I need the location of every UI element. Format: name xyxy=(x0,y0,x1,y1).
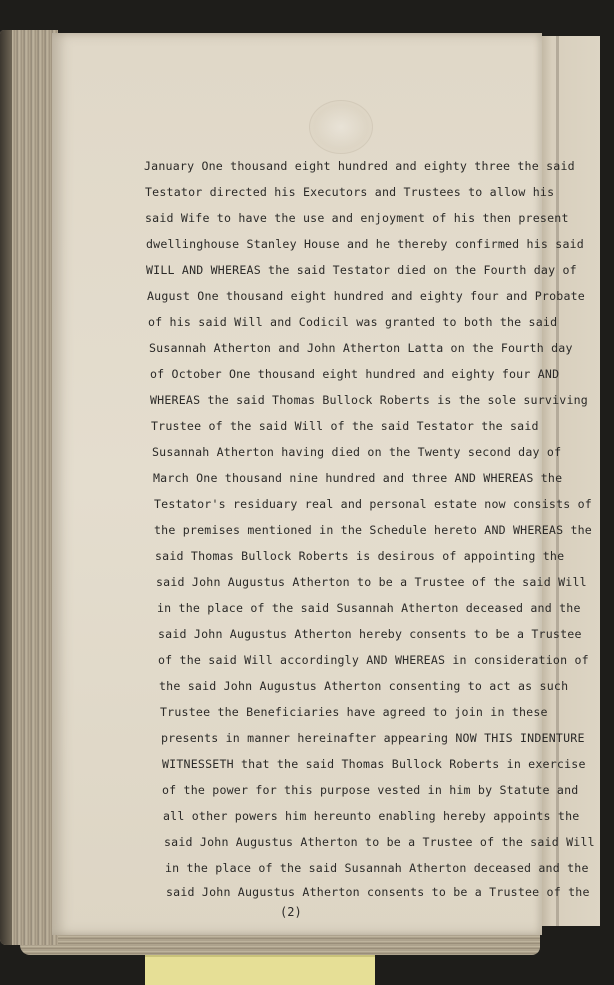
text-line: Testator directed his Executors and Trustees to allow his xyxy=(145,185,555,199)
text-line: WHEREAS the said Thomas Bullock Roberts is the sole surviving xyxy=(150,393,588,407)
text-line: of October One thousand eight hundred and eighty four AND xyxy=(150,367,560,381)
text-line: August One thousand eight hundred and eighty four and Probate xyxy=(147,289,585,303)
text-line: said John Augustus Atherton to be a Trustee of the said Will xyxy=(164,835,595,849)
document-page xyxy=(52,33,595,935)
text-line: said Thomas Bullock Roberts is desirous of appointing the xyxy=(155,549,565,563)
page-number: (2) xyxy=(280,905,302,919)
text-line: all other powers him hereunto enabling hereby appoints the xyxy=(163,809,580,823)
text-line: said John Augustus Atherton hereby consents to be a Trustee xyxy=(158,627,582,641)
text-line: said John Augustus Atherton consents to be a Trustee of the xyxy=(166,885,590,899)
text-line: of his said Will and Codicil was granted to both the said xyxy=(148,315,558,329)
book-spine-shadow xyxy=(0,30,12,945)
text-line: in the place of the said Susannah Atherton deceased and the xyxy=(157,601,581,615)
text-line: Susannah Atherton having died on the Twenty second day of xyxy=(152,445,562,459)
text-line: January One thousand eight hundred and eighty three the said xyxy=(144,159,575,173)
text-line: said John Augustus Atherton to be a Trustee of the said Will xyxy=(156,575,587,589)
text-line: of the power for this purpose vested in him by Statute and xyxy=(162,783,579,797)
text-line: Testator's residuary real and personal estate now consists of xyxy=(154,497,592,511)
text-line: the premises mentioned in the Schedule hereto AND WHEREAS the xyxy=(154,523,592,537)
text-line: the said John Augustus Atherton consenting to act as such xyxy=(159,679,569,693)
text-line: Trustee the Beneficiaries have agreed to join in these xyxy=(160,705,548,719)
embossed-seal xyxy=(310,101,372,153)
text-line: presents in manner hereinafter appearing NOW THIS INDENTURE xyxy=(161,731,585,745)
text-line: in the place of the said Susannah Atherton deceased and the xyxy=(165,861,589,875)
text-line: Trustee of the said Will of the said Testator the said xyxy=(151,419,539,433)
text-line: WITNESSETH that the said Thomas Bullock Roberts in exercise xyxy=(162,757,586,771)
text-line: March One thousand nine hundred and three AND WHEREAS the xyxy=(153,471,563,485)
text-line: dwellinghouse Stanley House and he thereby confirmed his said xyxy=(146,237,584,251)
text-line: said Wife to have the use and enjoyment of his then present xyxy=(145,211,569,225)
text-line: of the said Will accordingly AND WHEREAS in consideration of xyxy=(158,653,589,667)
text-line: Susannah Atherton and John Atherton Latta on the Fourth day xyxy=(149,341,573,355)
tape-strip xyxy=(145,955,375,985)
text-line: WILL AND WHEREAS the said Testator died on the Fourth day of xyxy=(146,263,577,277)
